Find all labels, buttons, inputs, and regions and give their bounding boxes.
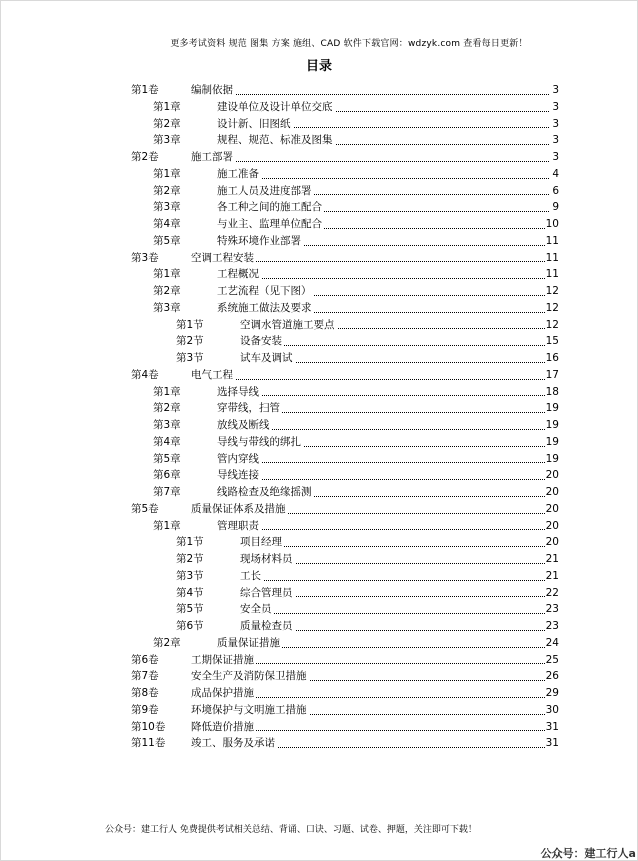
toc-entry-number: 第4卷	[131, 368, 159, 381]
toc-entry-title: 竣工、服务及承诺	[191, 735, 277, 752]
toc-entry[interactable]	[131, 384, 559, 401]
toc-entry-title: 系统施工做法及要求	[217, 300, 314, 317]
toc-entry-page: 12	[545, 283, 559, 300]
toc-leader-dots	[217, 479, 549, 480]
toc-entry-page: 20	[545, 534, 559, 551]
toc-entry[interactable]	[131, 484, 559, 501]
toc-entry-title: 工程概况	[217, 266, 261, 283]
toc-entry[interactable]	[131, 601, 559, 618]
toc-leader-dots	[217, 395, 549, 396]
toc-entry-number: 第3节	[176, 569, 204, 582]
toc-entry-title: 各工种之间的施工配合	[217, 199, 324, 216]
toc-entry-number: 第2节	[176, 335, 204, 348]
toc-entry[interactable]	[131, 350, 559, 367]
toc-entry[interactable]	[131, 702, 559, 719]
toc-entry-title: 导线与带线的绑扎	[217, 434, 303, 451]
toc-entry-number: 第3章	[153, 419, 181, 431]
toc-entry-title: 设备安装	[240, 333, 284, 350]
toc-entry[interactable]	[131, 367, 559, 384]
toc-entry-page: 6	[551, 183, 559, 200]
toc-entry-number: 第2章	[153, 184, 181, 197]
toc-entry-title: 成品保护措施	[191, 685, 256, 702]
toc-entry-number: 第2章	[153, 636, 181, 649]
toc-entry-title: 工艺流程（见下图）	[217, 283, 314, 300]
toc-entry-title: 工长	[240, 568, 263, 585]
toc-entry-number: 第6章	[153, 469, 181, 482]
toc-entry-number: 第7章	[153, 486, 181, 498]
toc-entry-title: 编制依据	[191, 82, 235, 99]
toc-entry-title: 选择导线	[217, 384, 261, 401]
toc-entry-title: 项目经理	[240, 534, 284, 551]
toc-entry-page: 23	[545, 601, 559, 618]
toc-entry-number: 第3章	[153, 201, 181, 214]
toc-entry-title: 规程、规范、标准及图集	[217, 132, 335, 149]
toc-entry-page: 3	[551, 132, 559, 149]
toc-entry-page: 19	[545, 400, 559, 417]
toc-entry-title: 管理职责	[217, 518, 261, 535]
toc-leader-dots	[240, 546, 549, 547]
toc-entry[interactable]	[131, 534, 559, 551]
toc-entry-number: 第2章	[153, 285, 181, 297]
toc-entry-number: 第3节	[176, 352, 204, 364]
toc-entry[interactable]	[131, 149, 559, 166]
toc-entry-title: 施工部署	[191, 149, 235, 166]
toc-entry-title: 质量保证措施	[217, 635, 282, 652]
toc-entry-number: 第4章	[153, 435, 181, 448]
toc-entry-page: 9	[551, 199, 559, 216]
toc-entry-number: 第1章	[153, 167, 181, 180]
toc-entry-page: 17	[545, 367, 559, 384]
toc-entry-number: 第6节	[176, 620, 204, 632]
toc-entry[interactable]	[131, 635, 559, 652]
toc-entry-page: 20	[545, 484, 559, 501]
toc-entry-page: 25	[545, 652, 559, 669]
toc-leader-dots	[217, 462, 549, 463]
toc-entry-number: 第5节	[176, 603, 204, 616]
toc-entry-page: 12	[545, 300, 559, 317]
toc-entry-title: 安全生产及消防保卫措施	[191, 668, 309, 685]
toc-entry-number: 第3章	[153, 301, 181, 314]
toc-entry-number: 第9卷	[131, 703, 159, 716]
toc-leader-dots	[240, 580, 549, 581]
toc-entry-title: 电气工程	[191, 367, 235, 384]
toc-entry-title: 质量保证体系及措施	[191, 501, 288, 518]
toc-entry-page: 31	[545, 735, 559, 752]
toc-entry-title: 与业主、监理单位配合	[217, 216, 324, 233]
toc-entry-page: 4	[551, 166, 559, 183]
toc-entry-page: 20	[545, 501, 559, 518]
table-of-contents	[131, 82, 559, 752]
toc-entry-page: 30	[545, 702, 559, 719]
toc-entry-title: 现场材料员	[240, 551, 295, 568]
toc-entry-number: 第5卷	[131, 502, 159, 515]
toc-entry-title: 综合管理员	[240, 585, 295, 602]
toc-entry-page: 3	[551, 99, 559, 116]
toc-entry-title: 试车及调试	[240, 350, 295, 367]
toc-entry-title: 施工人员及进度部署	[217, 183, 314, 200]
toc-entry-number: 第3章	[153, 134, 181, 147]
toc-entry[interactable]	[131, 551, 559, 568]
toc-entry[interactable]	[131, 183, 559, 200]
toc-leader-dots	[240, 613, 549, 614]
footer-note: 公众号：建工行人 免费提供考试相关总结、背诵、口诀、习题、试卷、押题，关注即可下载！	[105, 825, 477, 835]
toc-entry-title: 质量检查员	[240, 618, 295, 635]
toc-entry-page: 11	[545, 266, 559, 283]
toc-entry-title: 管内穿线	[217, 451, 261, 468]
toc-entry-title: 环境保护与文明施工措施	[191, 702, 309, 719]
toc-entry-title: 设计新、旧图纸	[217, 116, 293, 133]
toc-entry-page: 10	[545, 216, 559, 233]
toc-entry-page: 11	[545, 250, 559, 267]
toc-entry[interactable]	[131, 735, 559, 752]
toc-entry[interactable]	[131, 400, 559, 417]
toc-entry-page: 3	[551, 116, 559, 133]
toc-entry-number: 第1章	[153, 268, 181, 281]
toc-entry-page: 20	[545, 467, 559, 484]
toc-entry-page: 29	[545, 685, 559, 702]
toc-entry-page: 21	[545, 568, 559, 585]
toc-entry[interactable]	[131, 518, 559, 535]
toc-entry-page: 16	[545, 350, 559, 367]
toc-leader-dots	[191, 161, 549, 162]
toc-entry-page: 22	[545, 585, 559, 602]
toc-entry[interactable]	[131, 568, 559, 585]
page-title: 目录	[305, 59, 332, 74]
toc-entry[interactable]	[131, 166, 559, 183]
toc-entry-number: 第7卷	[131, 670, 159, 683]
toc-entry[interactable]	[131, 451, 559, 468]
toc-entry[interactable]	[131, 417, 559, 434]
toc-entry-page: 23	[545, 618, 559, 635]
toc-entry[interactable]	[131, 199, 559, 216]
toc-entry-page: 19	[545, 434, 559, 451]
toc-entry[interactable]	[131, 618, 559, 635]
toc-entry[interactable]	[131, 585, 559, 602]
toc-entry-number: 第4章	[153, 218, 181, 230]
toc-entry-number: 第1卷	[131, 84, 159, 96]
toc-entry[interactable]	[131, 132, 559, 149]
toc-entry-number: 第1节	[176, 536, 204, 549]
toc-entry-number: 第5章	[153, 234, 181, 247]
toc-entry[interactable]	[131, 719, 559, 736]
toc-entry-number: 第1节	[176, 318, 204, 331]
toc-entry-number: 第1章	[153, 385, 181, 398]
toc-entry-page: 18	[545, 384, 559, 401]
toc-entry[interactable]	[131, 99, 559, 116]
toc-entry-number: 第2章	[153, 402, 181, 415]
toc-entry-page: 20	[545, 518, 559, 535]
toc-entry-page: 26	[545, 668, 559, 685]
toc-entry-number: 第8卷	[131, 687, 159, 699]
toc-entry-number: 第6卷	[131, 653, 159, 666]
toc-entry-number: 第1章	[153, 519, 181, 532]
toc-entry[interactable]	[131, 283, 559, 300]
toc-leader-dots	[217, 529, 549, 530]
toc-entry-number: 第2节	[176, 553, 204, 565]
toc-entry-title: 施工准备	[217, 166, 261, 183]
toc-leader-dots	[191, 94, 549, 95]
toc-leader-dots	[240, 345, 549, 346]
toc-entry-title: 导线连接	[217, 467, 261, 484]
toc-entry-title: 降低造价措施	[191, 719, 256, 736]
toc-entry[interactable]	[131, 216, 559, 233]
toc-entry-number: 第11卷	[131, 737, 166, 750]
toc-entry-title: 空调工程安装	[191, 250, 256, 267]
toc-entry[interactable]	[131, 685, 559, 702]
toc-entry[interactable]	[131, 82, 559, 99]
toc-entry-title: 安全员	[240, 601, 274, 618]
toc-entry-page: 19	[545, 417, 559, 434]
toc-entry[interactable]	[131, 467, 559, 484]
toc-entry-number: 第2章	[153, 117, 181, 130]
toc-leader-dots	[217, 278, 549, 279]
toc-entry-page: 3	[551, 149, 559, 166]
header-note: 更多考试资料 规范 图集 方案 施组、CAD 软件下载官网：wdzyk.com 查看每日更新！	[170, 39, 528, 49]
toc-entry[interactable]	[131, 233, 559, 250]
toc-entry[interactable]	[131, 300, 559, 317]
toc-entry-page: 31	[545, 719, 559, 736]
toc-entry-number: 第4节	[176, 586, 204, 599]
toc-entry-title: 放线及断线	[217, 417, 272, 434]
toc-entry-page: 15	[545, 333, 559, 350]
watermark-text: 公众号：建工行人a	[540, 847, 636, 860]
toc-entry[interactable]	[131, 668, 559, 685]
toc-entry[interactable]	[131, 317, 559, 334]
toc-entry[interactable]	[131, 333, 559, 350]
toc-entry-page: 19	[545, 451, 559, 468]
toc-entry-title: 空调水管道施工要点	[240, 317, 337, 334]
toc-entry[interactable]	[131, 434, 559, 451]
toc-entry[interactable]	[131, 652, 559, 669]
toc-entry-title: 线路检查及绝缘摇测	[217, 484, 314, 501]
toc-leader-dots	[217, 178, 549, 179]
toc-entry-title: 穿带线，扫管	[217, 400, 282, 417]
toc-entry-title: 工期保证措施	[191, 652, 256, 669]
toc-entry-number: 第5章	[153, 452, 181, 465]
toc-entry[interactable]	[131, 266, 559, 283]
toc-entry-number: 第1章	[153, 100, 181, 113]
toc-entry-number: 第3卷	[131, 251, 159, 264]
toc-entry[interactable]	[131, 250, 559, 267]
toc-entry-page: 11	[545, 233, 559, 250]
toc-entry-title: 特殊环境作业部署	[217, 233, 303, 250]
toc-entry-page: 24	[545, 635, 559, 652]
toc-entry-page: 3	[551, 82, 559, 99]
toc-entry-title: 建设单位及设计单位交底	[217, 99, 335, 116]
toc-leader-dots	[191, 379, 549, 380]
toc-entry-page: 21	[545, 551, 559, 568]
toc-entry-page: 12	[545, 317, 559, 334]
toc-entry-number: 第10卷	[131, 720, 166, 733]
toc-entry[interactable]	[131, 501, 559, 518]
toc-entry-number: 第2卷	[131, 151, 159, 163]
toc-entry[interactable]	[131, 116, 559, 133]
